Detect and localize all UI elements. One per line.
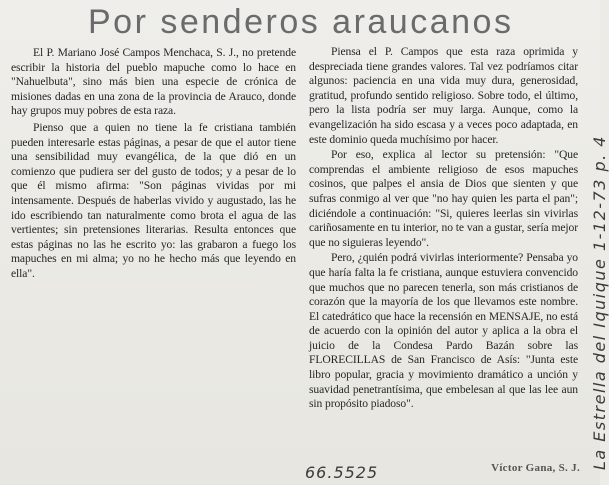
column-left (11, 46, 296, 346)
column-right (309, 45, 578, 412)
paragraph: Por eso, explica al lector su pretensión: "Que comprendas el ambiente religioso de esos mapuches cosinos, que palpes el ansia de Dios que sienten y que sufras conmigo al ver que "no hay quien les parta el pan"; diciéndole a continuación: "Si, quieres leerlas sin vivirlas cariñosamente en tu interior, no te van a gustar, sería mejor que no siguieras leyendo". (309, 148, 578, 249)
handwritten-source-note: La Estrella del Iquique 1-12-73 p. 4 (590, 135, 609, 470)
paragraph: Pienso que a quien no tiene la fe cristiana también pueden interesarle estas páginas, a pesar de que el autor tiene una sensibilidad muy evangélica, de la que dió en un comienzo que pudiera ser del gusto de todos; y a pesar de lo que él mismo afirma: "Son páginas vividas por mi intensamente. Después de haberlas vivido y augustado, las he ido escribiendo tan naturalmente como brota el agua de las vertientes; sin pretensiones literarias. Resulta entonces que estas páginas no las he escrito yo: las grabaron a fuego los mapuches en mi alma; yo no he hecho más que leyendo en ella". (11, 120, 296, 280)
paragraph: Piensa el P. Campos que esta raza oprimida y despreciada tiene grandes valores. Tal vez podríamos citar algunos: paciencia en una vida muy dura, generosidad, gratitud, profundo sentido religioso. Sobre todo, el último, pero la lista podría ser muy larga. Aunque, como la evangelización ha sido escasa y a veces poco adaptada, en este dominio queda muchísimo por hacer. (309, 45, 578, 146)
handwritten-catalog-number: 66.5525 (305, 463, 379, 482)
author-byline: Víctor Gana, S. J. (491, 462, 580, 474)
article-title: Por senderos araucanos (88, 3, 514, 41)
paragraph: El P. Mariano José Campos Menchaca, S. J., no pretende escribir la historia del pueblo mapuche como lo hace en "Nahuelbuta", sino más bien una especie de crónica de misiones dadas en una zona de la provincia de Arauco, donde hay grupos muy pobres de esta raza. (11, 46, 296, 118)
paragraph: Pero, ¿quién podrá vivirlas interiormente? Pensaba yo que haría falta la fe cristiana, aunque estuviera convencido que muchos que no parecen tenerla, son más cristianos de corazón que la mayoría de los que llevamos este nombre. El catedrático que hace la recensión en MENSAJE, no está de acuerdo con la opinión del autor y aplica a la obra el juicio de la Condesa Pardo Bazán sobre las FLORECILLAS de San Francisco de Asís: "Junta este libro popular, gracia y movimiento dramático a unción y suavidad penetrantísima, que embelesan al que las lee aun sin propósito piadoso". (309, 251, 578, 411)
